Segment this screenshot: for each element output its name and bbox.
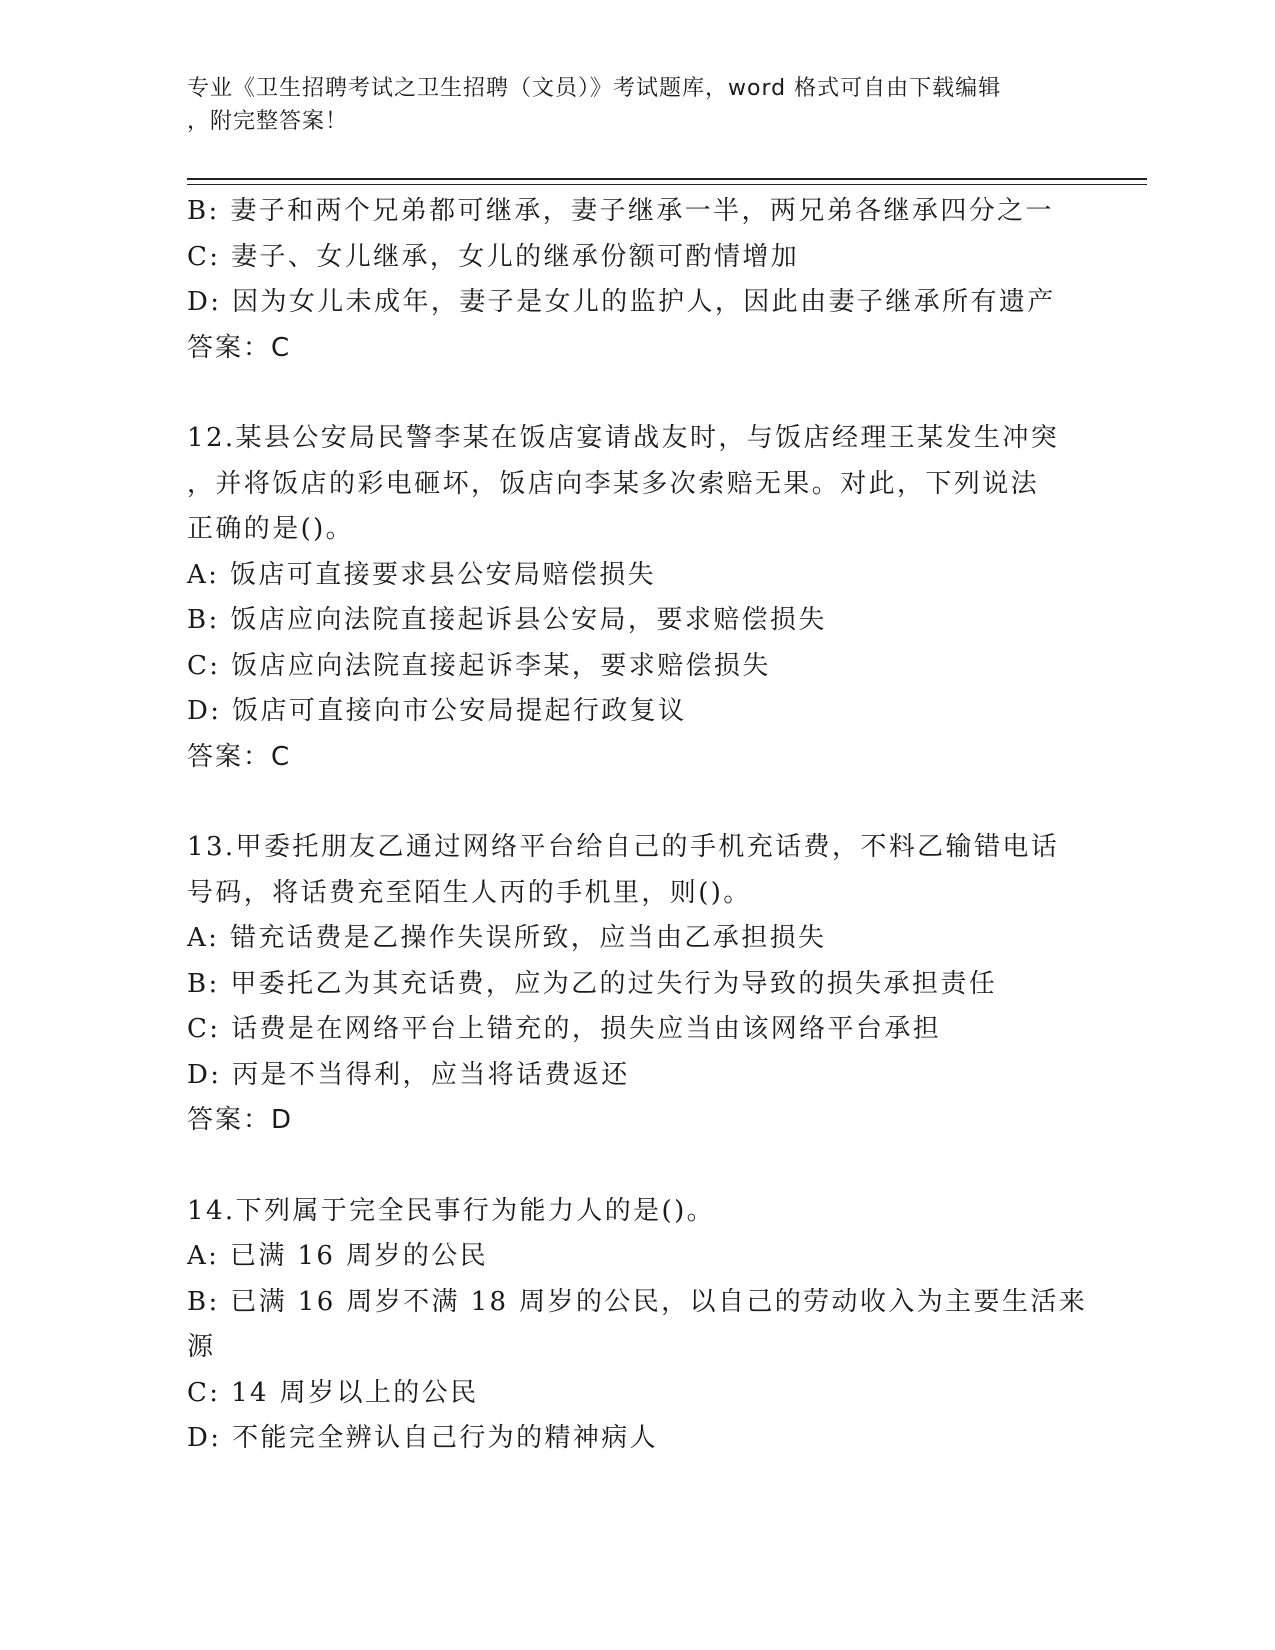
q14-option-c: C: 14 周岁以上的公民 (187, 1377, 479, 1408)
q12-option-b: B: 饭店应向法院直接起诉县公安局，要求赔偿损失 (187, 605, 827, 635)
document-body (187, 189, 1088, 1462)
page-header (187, 72, 1067, 138)
header-line-2: ，附完整答案！ (187, 109, 349, 134)
q12-option-a: A: 饭店可直接要求县公安局赔偿损失 (187, 559, 657, 590)
q11-answer: 答案：C (187, 332, 292, 363)
question-12-block (187, 416, 1067, 780)
question-11-block (187, 189, 1067, 371)
q13-stem-line-2: 号码，将话费充至陌生人丙的手机里，则()。 (187, 877, 752, 908)
q13-option-a: A: 错充话费是乙操作失误所致，应当由乙承担损失 (187, 923, 827, 953)
spacer (187, 780, 1067, 825)
q12-option-c: C: 饭店应向法院直接起诉李某，要求赔偿损失 (187, 650, 771, 681)
q14-option-d: D: 不能完全辨认自己行为的精神病人 (187, 1423, 659, 1453)
header-line-1: 专业《卫生招聘考试之卫生招聘（文员）》考试题库，word 格式可自由下载编辑 (187, 76, 1002, 101)
q14-option-b-line-1: B: 已满 16 周岁不满 18 周岁的公民，以自己的劳动收入为主要生活来 (187, 1286, 1088, 1317)
spacer (187, 1144, 1067, 1189)
q12-stem-line-2: ，并将饭店的彩电砸坏，饭店向李某多次索赔无果。对此，下列说法 (187, 468, 1040, 499)
q14-option-a: A: 已满 16 周岁的公民 (187, 1241, 489, 1271)
q12-stem-line-3: 正确的是()。 (187, 514, 355, 544)
q13-answer: 答案：D (187, 1105, 294, 1135)
spacer (187, 371, 1067, 416)
q13-option-b: B: 甲委托乙为其充话费，应为乙的过失行为导致的损失承担责任 (187, 968, 998, 999)
q11-option-b: B: 妻子和两个兄弟都可继承，妻子继承一半，两兄弟各继承四分之一 (187, 196, 1054, 226)
q12-answer: 答案：C (187, 741, 292, 772)
q14-option-b-line-2: 源 (187, 1332, 216, 1362)
question-14-block (187, 1189, 1088, 1462)
q12-stem-line-1: 12.某县公安局民警李某在饭店宴请战友时，与饭店经理王某发生冲突 (187, 423, 1060, 453)
question-13-block (187, 825, 1067, 1144)
header-rule-thin (187, 184, 1147, 185)
q12-option-d: D: 饭店可直接向市公安局提起行政复议 (187, 696, 687, 726)
q13-stem-line-1: 13.甲委托朋友乙通过网络平台给自己的手机充话费，不料乙输错电话 (187, 832, 1060, 862)
q11-option-c: C: 妻子、女儿继承，女儿的继承份额可酌情增加 (187, 241, 800, 272)
q13-option-c: C: 话费是在网络平台上错充的，损失应当由该网络平台承担 (187, 1014, 942, 1044)
header-rule-thick (187, 178, 1147, 180)
q14-stem-line-1: 14.下列属于完全民事行为能力人的是()。 (187, 1195, 716, 1226)
q13-option-d: D: 丙是不当得利，应当将话费返还 (187, 1059, 630, 1090)
q11-option-d: D: 因为女儿未成年，妻子是女儿的监护人，因此由妻子继承所有遗产 (187, 287, 1056, 317)
